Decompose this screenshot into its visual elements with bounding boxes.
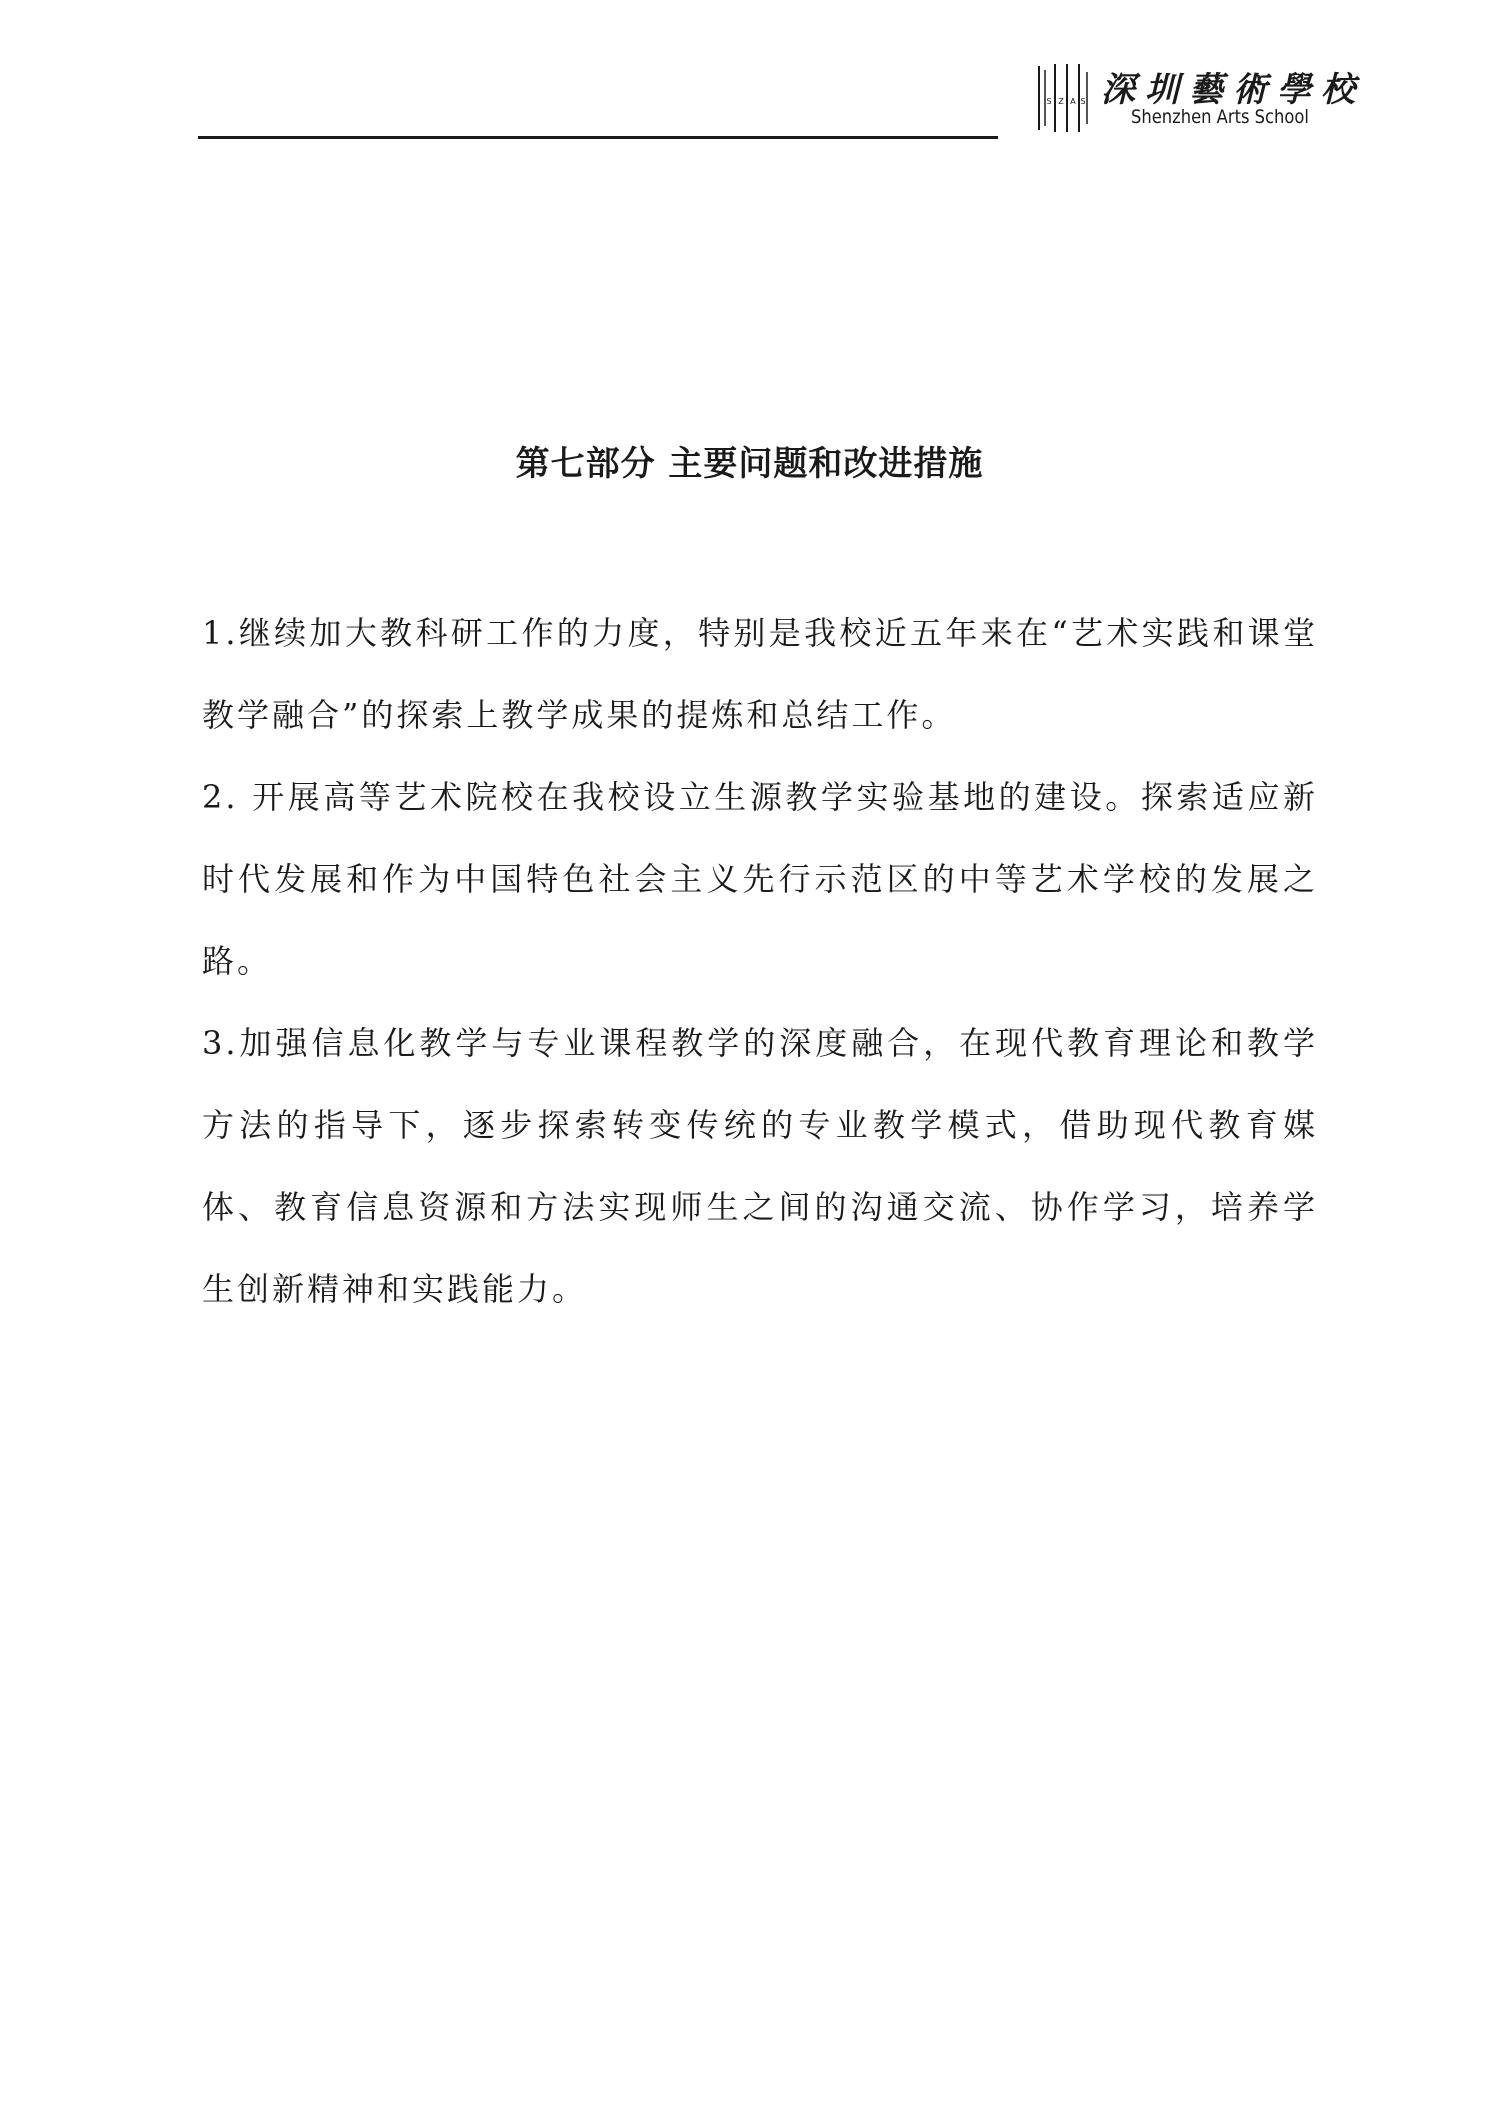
header-rule — [198, 136, 998, 139]
logo-mark-letter: S — [1046, 97, 1052, 106]
section-title: 第七部分 主要问题和改进措施 — [515, 444, 984, 484]
paragraph-2: 2. 开展高等艺术院校在我校设立生源教学实验基地的建设。探索适应新时代发展和作为中国特色社会主义先行示范区的中等艺术学校的发展之路。 — [202, 778, 1318, 980]
school-name-chinese: 深圳藝術學校 — [1101, 70, 1365, 110]
document-body — [202, 592, 1318, 1330]
paragraph-3: 3.加强信息化教学与专业课程教学的深度融合，在现代教育理论和教学方法的指导下，逐步探索转变传统的专业教学模式，借助现代教育媒体、教育信息资源和方法实现师生之间的沟通交流、协作学习，培养学生创新精神和实践能力。 — [202, 1024, 1318, 1308]
szas-logo-mark-icon — [1033, 62, 1093, 134]
school-logo — [1033, 62, 1365, 134]
logo-mark-letter: Z — [1058, 97, 1064, 106]
school-name-english: Shenzhen Arts School — [1131, 106, 1309, 128]
paragraph-1: 1.继续加大教科研工作的力度，特别是我校近五年来在“艺术实践和课堂教学融合”的探索上教学成果的提炼和总结工作。 — [202, 614, 1318, 734]
logo-mark-letter: A — [1070, 97, 1076, 106]
logo-mark-letter: S — [1080, 97, 1086, 106]
